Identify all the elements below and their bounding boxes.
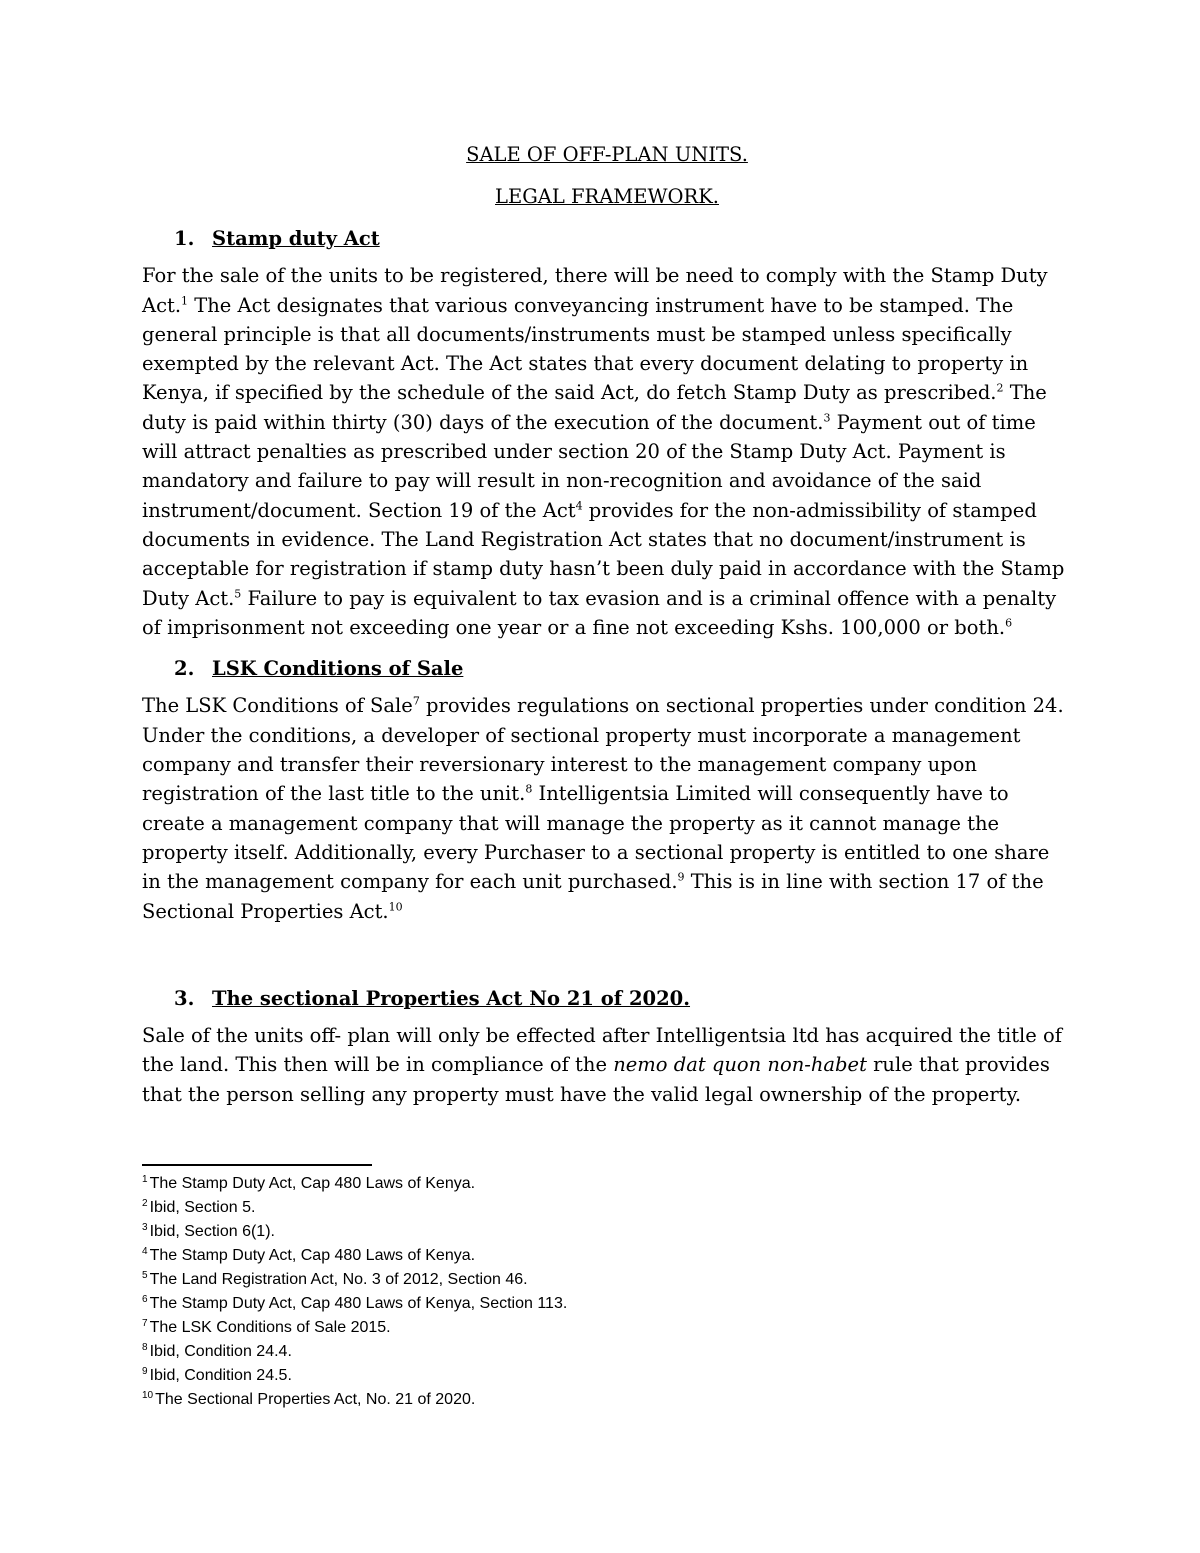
footnote-number: 6 xyxy=(142,1293,148,1305)
footnote-text: The Stamp Duty Act, Cap 480 Laws of Kenya, Section 113. xyxy=(149,1295,568,1312)
footnote-ref: 4 xyxy=(575,499,583,513)
footnote xyxy=(142,1268,1072,1292)
footnote-number: 3 xyxy=(142,1221,148,1233)
footnotes xyxy=(142,1164,1072,1412)
footnote-number: 1 xyxy=(142,1173,148,1185)
footnote xyxy=(142,1316,1072,1340)
footnote-number: 10 xyxy=(142,1389,154,1401)
paragraph-text: provides regulations on sectional properties under condition 24. Under the conditions, a developer of sectional property must incorporate a management company and transfer their reversionary interest to the management company upon registration of the last title to the unit. xyxy=(142,694,1064,806)
footnote-number: 8 xyxy=(142,1341,148,1353)
paragraph-text: For the sale of the units to be registered, there will be need to comply with the Stamp Duty Act. xyxy=(142,264,1048,317)
footnote-text: Ibid, Section 5. xyxy=(149,1199,256,1216)
footnote-ref: 3 xyxy=(823,411,831,425)
footnote-number: 4 xyxy=(142,1245,148,1257)
footnote-text: The LSK Conditions of Sale 2015. xyxy=(149,1319,391,1336)
section-number: 1. xyxy=(174,227,195,250)
footnote-text: The Stamp Duty Act, Cap 480 Laws of Kenya. xyxy=(149,1247,476,1264)
footnote-ref: 8 xyxy=(525,782,533,796)
paragraph-text: The Act designates that various conveyancing instrument have to be stamped. The general principle is that all documents/instruments must be stamped unless specifically exempted by the relevant Act. The Act states that every document delating to property in Kenya, if specified by the schedule of the said Act, do fetch Stamp Duty as prescribed. xyxy=(142,293,1029,405)
footnote xyxy=(142,1388,1072,1412)
footnote-text: The Stamp Duty Act, Cap 480 Laws of Kenya. xyxy=(149,1175,476,1192)
section-paragraph xyxy=(142,691,1072,925)
footnote-text: The Land Registration Act, No. 3 of 2012, Section 46. xyxy=(149,1271,528,1288)
paragraph-text: rule that provides that the person selling any property must have the valid legal ownership of the property. xyxy=(142,1053,1050,1106)
section-heading xyxy=(142,224,1072,253)
paragraph-text: provides for the non-admissibility of stamped documents in evidence. The Land Registration Act states that no document/instrument is acceptable for registration if stamp duty hasn’t been duly paid in accordance with the Stamp Duty Act. xyxy=(142,498,1065,610)
document-title: SALE OF OFF-PLAN UNITS. xyxy=(466,143,748,166)
footnote-separator xyxy=(142,1164,372,1166)
section-title: Stamp duty Act xyxy=(212,227,380,250)
footnote-ref: 1 xyxy=(181,294,189,308)
footnote-text: Ibid, Condition 24.5. xyxy=(149,1367,292,1384)
footnote xyxy=(142,1340,1072,1364)
footnote xyxy=(142,1196,1072,1220)
paragraph-text: This is in line with section 17 of the Sectional Properties Act. xyxy=(142,870,1044,923)
paragraph-text: Payment out of time will attract penalties as prescribed under section 20 of the Stamp Duty Act. Payment is mandatory and failure to pay will result in non-recognition and avoidance of the said instrument/document. Section 19 of the Act xyxy=(142,410,1036,522)
footnote xyxy=(142,1172,1072,1196)
paragraph-text: The LSK Conditions of Sale xyxy=(142,694,413,718)
paragraph-text: Sale of the units off- plan will only be effected after Intelligentsia ltd has acquired the title of the land. This then will be in compliance of the xyxy=(142,1024,1062,1077)
footnote xyxy=(142,1292,1072,1316)
footnote-number: 5 xyxy=(142,1269,148,1281)
section-number: 3. xyxy=(174,986,195,1010)
section-title: The sectional Properties Act No 21 of 2020. xyxy=(212,986,691,1010)
footnote-number: 2 xyxy=(142,1197,148,1209)
footnote-text: Ibid, Section 6(1). xyxy=(149,1223,275,1240)
section-paragraph xyxy=(142,1021,1072,1109)
footnote-number: 7 xyxy=(142,1317,148,1329)
section-title: LSK Conditions of Sale xyxy=(212,657,464,681)
footnote-ref: 2 xyxy=(996,381,1004,395)
footnote-ref: 9 xyxy=(677,870,685,884)
latin-phrase: nemo dat quon non-habet xyxy=(613,1053,867,1077)
paragraph-text: The duty is paid within thirty (30) days of the execution of the document. xyxy=(142,381,1047,434)
footnote-text: Ibid, Condition 24.4. xyxy=(149,1343,292,1360)
paragraph-text: Intelligentsia Limited will consequently have to create a management company that will manage the property as it cannot manage the property itself. Additionally, every Purchaser to a sectional property is entitled to one share in the management company for each unit purchased. xyxy=(142,782,1050,894)
section-heading xyxy=(142,654,1072,683)
footnote xyxy=(142,1364,1072,1388)
section-paragraph xyxy=(142,261,1072,642)
footnote-text: The Sectional Properties Act, No. 21 of 2020. xyxy=(155,1391,476,1408)
footnote xyxy=(142,1220,1072,1244)
footnote-ref: 10 xyxy=(388,900,403,914)
footnote-number: 9 xyxy=(142,1365,148,1377)
footnote-ref: 6 xyxy=(1005,616,1013,630)
document-subtitle: LEGAL FRAMEWORK. xyxy=(495,185,719,208)
footnote xyxy=(142,1244,1072,1268)
document-body xyxy=(142,140,1072,1109)
footnote-ref: 5 xyxy=(234,587,242,601)
footnote-ref: 7 xyxy=(412,694,420,708)
paragraph-text: Failure to pay is equivalent to tax evasion and is a criminal offence with a penalty of imprisonment not exceeding one year or a fine not exceeding Kshs. 100,000 or both. xyxy=(142,586,1057,639)
section-heading xyxy=(142,984,1072,1013)
section-number: 2. xyxy=(174,657,195,681)
